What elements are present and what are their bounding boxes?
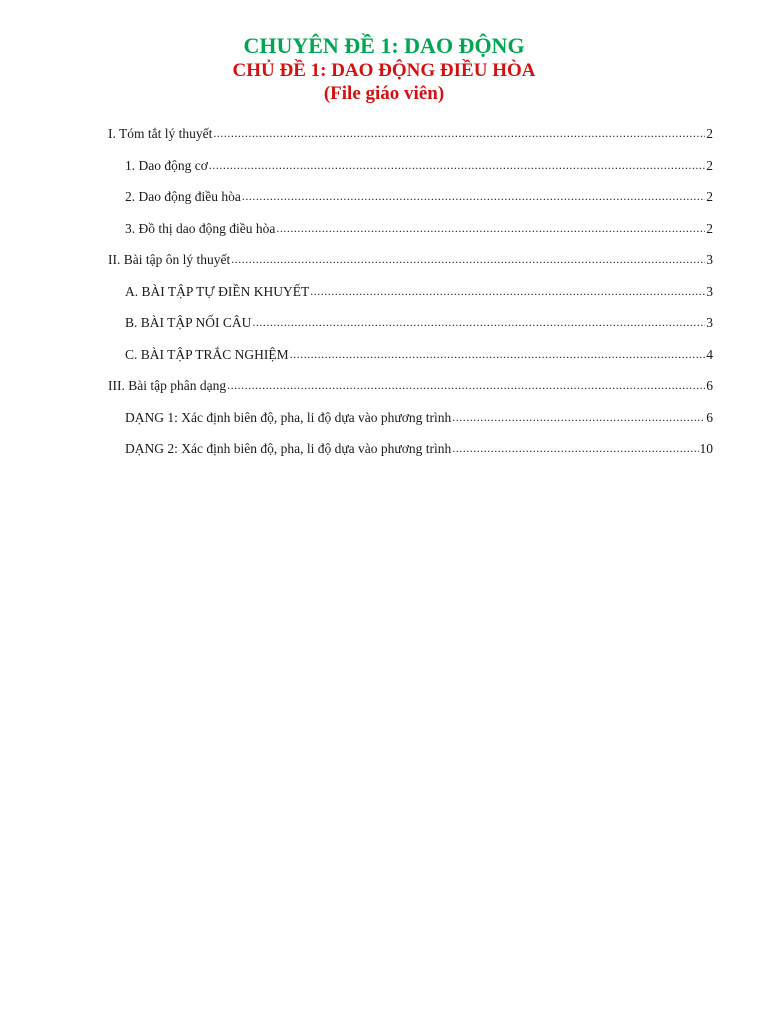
toc-entry-page: 10 <box>699 441 713 456</box>
toc-entry-page: 2 <box>706 220 713 236</box>
toc-entry-label: 1. Dao động cơ <box>125 157 208 173</box>
toc-entry-page: 2 <box>706 126 713 141</box>
document-title: CHUYÊN ĐỀ 1: DAO ĐỘNG <box>243 33 525 58</box>
toc-entry-tu-dien-khuyet[interactable] <box>108 284 713 316</box>
toc-entry-label: DẠNG 2: Xác định biên độ, pha, li độ dựa vào phương trình <box>125 441 452 456</box>
toc-leader-dots <box>213 125 705 141</box>
toc-leader-dots <box>252 314 705 330</box>
toc-entry-label: II. Bài tập ôn lý thuyết <box>108 252 231 267</box>
toc-entry-do-thi[interactable] <box>108 221 713 253</box>
toc-entry-page: 4 <box>706 346 713 362</box>
file-note: (File giáo viên) <box>323 83 445 104</box>
toc-entry-page: 6 <box>706 409 713 425</box>
toc-entry-dang-1[interactable] <box>108 410 713 442</box>
toc-leader-dots <box>276 220 705 236</box>
toc-entry-trac-nghiem[interactable] <box>108 347 713 379</box>
toc-entry-page: 2 <box>706 189 713 204</box>
toc-entry-dao-dong-co[interactable] <box>108 158 713 190</box>
toc-entry-label: 3. Đồ thị dao động điều hòa <box>125 220 276 236</box>
toc-entry-page: 3 <box>706 315 713 330</box>
toc-entry-section-1[interactable] <box>108 126 713 158</box>
toc-entry-page: 3 <box>706 283 713 299</box>
toc-entry-page: 2 <box>706 157 713 173</box>
toc-leader-dots <box>231 251 705 267</box>
toc-entry-section-3[interactable] <box>108 378 713 410</box>
toc-entry-label: I. Tóm tắt lý thuyết <box>108 126 213 141</box>
topic-title: CHỦ ĐỀ 1: DAO ĐỘNG ĐIỀU HÒA <box>232 60 536 81</box>
toc-entry-noi-cau[interactable] <box>108 315 713 347</box>
toc-leader-dots <box>452 409 705 425</box>
toc-entry-label: DẠNG 1: Xác định biên độ, pha, li độ dựa vào phương trình <box>125 409 452 425</box>
toc-leader-dots <box>227 377 705 393</box>
toc-leader-dots <box>310 283 705 299</box>
table-of-contents <box>108 126 713 473</box>
toc-entry-label: 2. Dao động điều hòa <box>125 189 241 204</box>
toc-entry-label: III. Bài tập phân dạng <box>108 378 227 393</box>
toc-entry-label: B. BÀI TẬP NỐI CÂU <box>125 315 252 330</box>
toc-entry-label: A. BÀI TẬP TỰ ĐIỀN KHUYẾT <box>125 283 310 299</box>
toc-leader-dots <box>209 157 705 173</box>
toc-leader-dots <box>452 440 698 456</box>
toc-entry-page: 3 <box>706 252 713 267</box>
toc-entry-label: C. BÀI TẬP TRẮC NGHIỆM <box>125 346 289 362</box>
toc-entry-section-2[interactable] <box>108 252 713 284</box>
toc-entry-dang-2[interactable] <box>108 441 713 473</box>
toc-leader-dots <box>242 188 705 204</box>
toc-entry-dao-dong-dieu-hoa[interactable] <box>108 189 713 221</box>
toc-leader-dots <box>290 346 706 362</box>
toc-entry-page: 6 <box>706 378 713 393</box>
